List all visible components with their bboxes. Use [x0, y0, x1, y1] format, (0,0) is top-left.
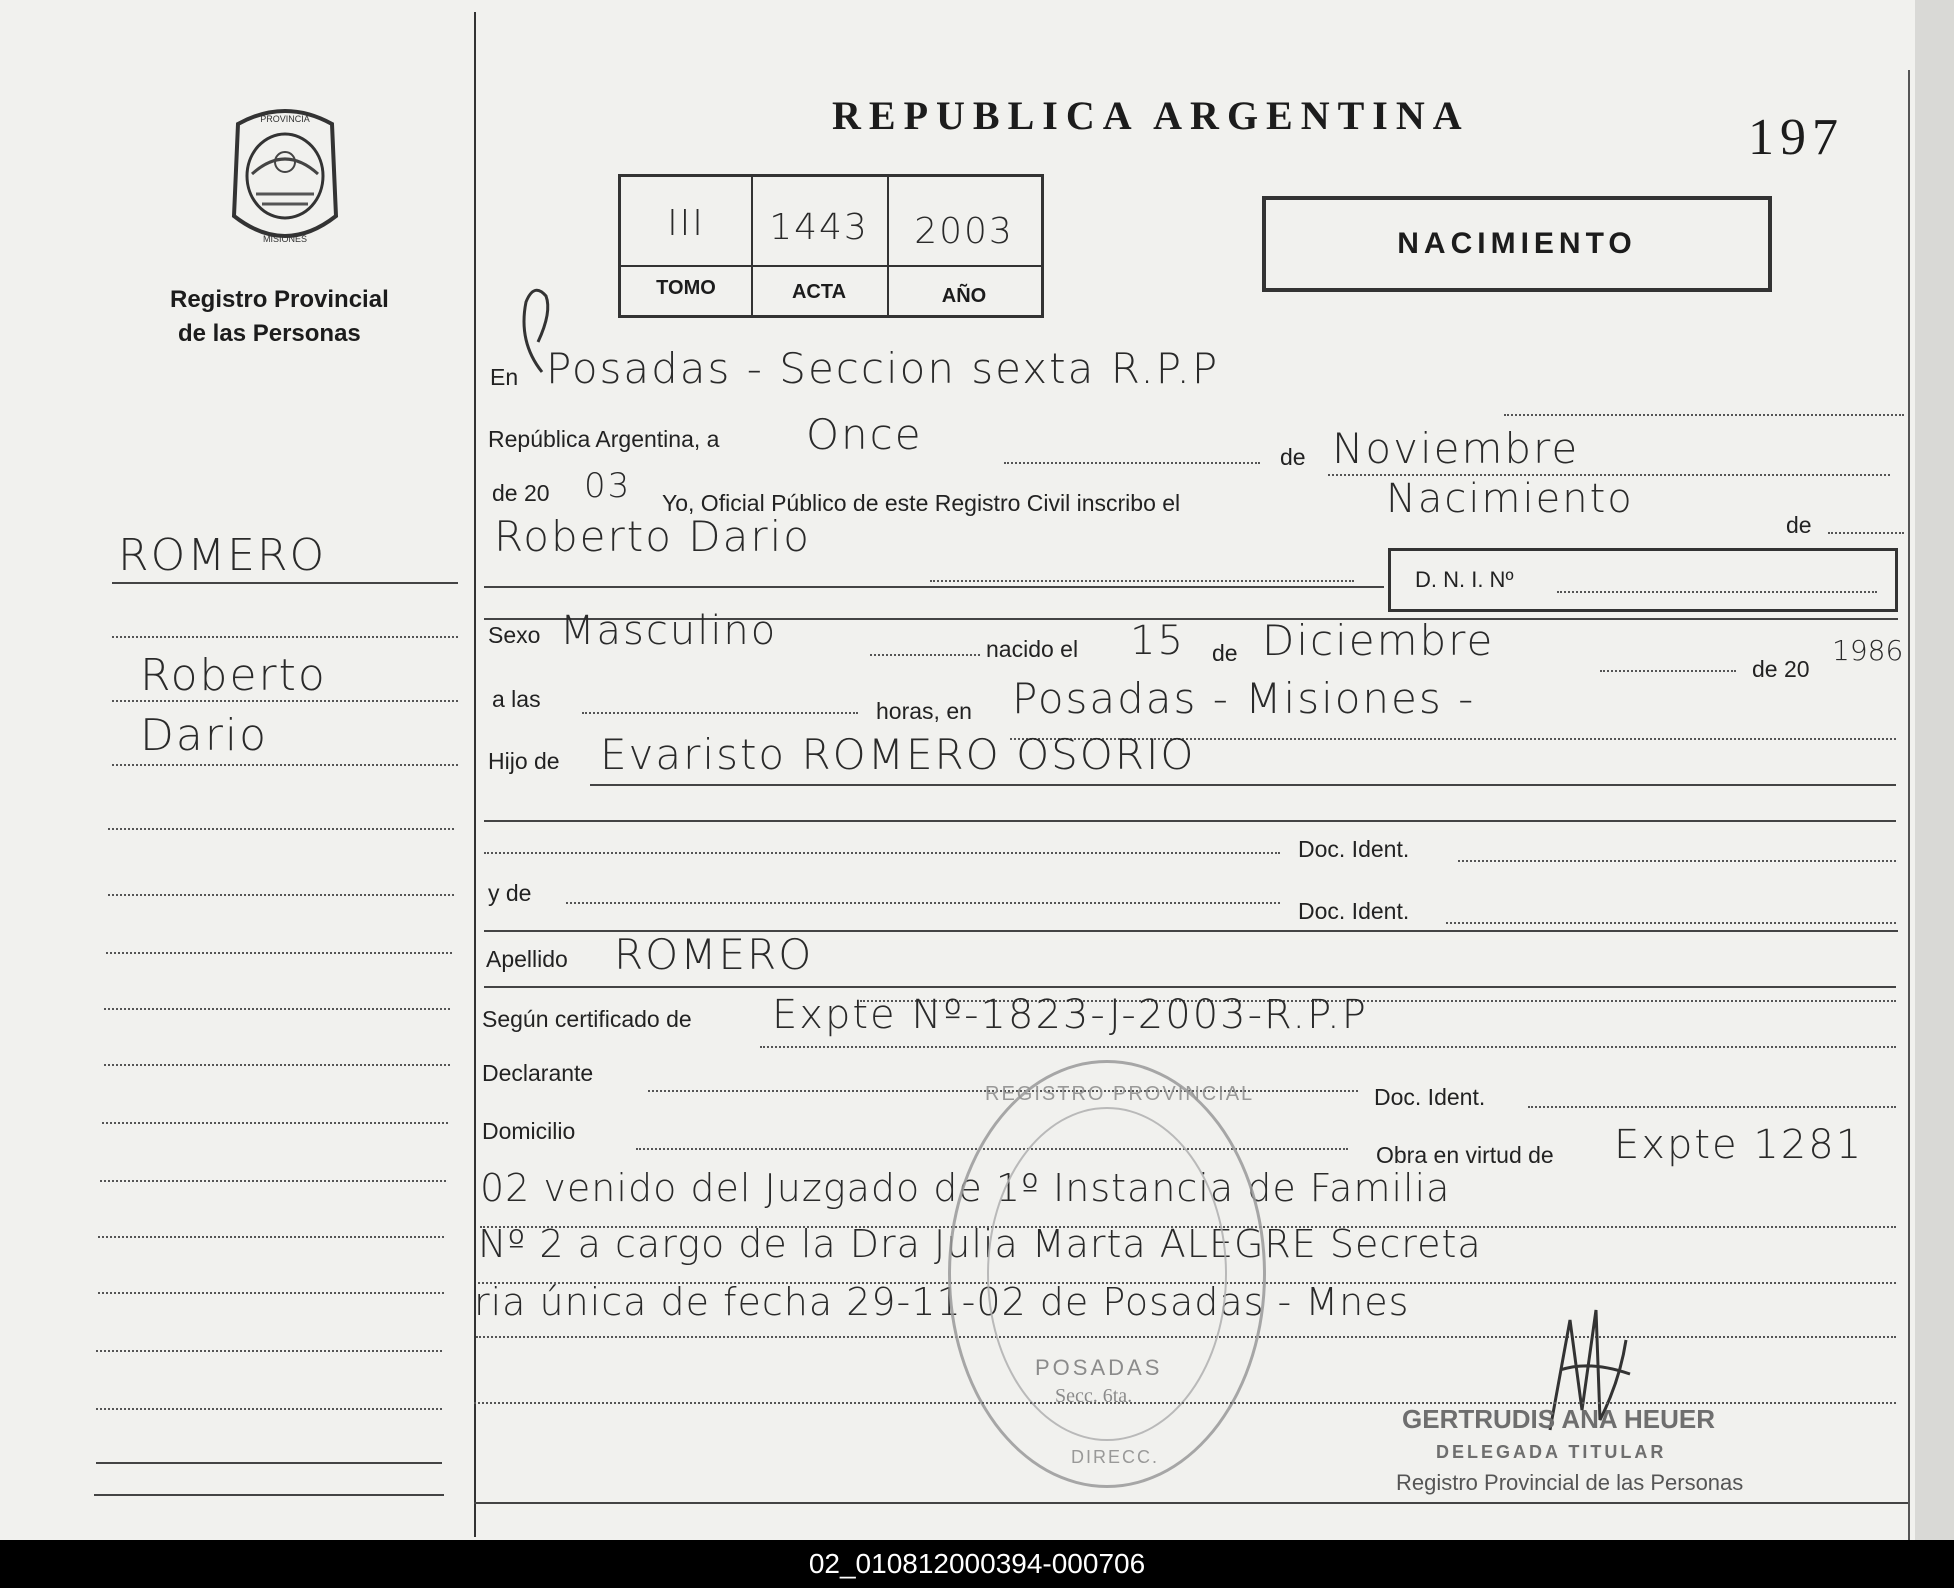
- dni-label: D. N. I. Nº: [1415, 567, 1514, 592]
- stamp-section: Secc. 6ta.: [1055, 1385, 1133, 1407]
- margin-rule-14: [96, 1350, 442, 1352]
- margin-rule-8: [104, 1008, 450, 1010]
- ano-label: AÑO: [941, 285, 987, 307]
- domicilio-label: Domicilio: [482, 1118, 576, 1144]
- en-label: En: [490, 364, 519, 390]
- year-prefix-label: de 20: [492, 480, 550, 506]
- de-label-2: de: [1786, 512, 1812, 538]
- ano-value: 2003: [914, 211, 1014, 252]
- page-number: 197: [1748, 109, 1844, 166]
- province-seal: [218, 104, 352, 254]
- margin-rule-7: [106, 952, 452, 954]
- tomo-label: TOMO: [656, 277, 716, 299]
- remarks-line-2: Nº 2 a cargo de la Dra Julia Marta ALEGRE Secreta: [478, 1222, 1482, 1266]
- margin-rule-6: [108, 894, 454, 896]
- republica-label: República Argentina, a: [488, 426, 720, 452]
- alas-label: a las: [492, 686, 541, 712]
- margin-rule-15: [96, 1408, 442, 1410]
- margin-rule-2: [112, 636, 458, 638]
- de-label-3: de: [1212, 640, 1238, 666]
- father-doc-rule: [484, 852, 1280, 854]
- remarks-line-3: ria única de fecha 29-11-02 de Posadas - Mnes: [474, 1280, 1410, 1324]
- tomo-value: III: [667, 203, 705, 244]
- sexo-label: Sexo: [488, 622, 541, 648]
- official-stamp: [948, 1060, 1266, 1488]
- segun-label: Según certificado de: [482, 1006, 692, 1032]
- margin-rule-12: [98, 1236, 444, 1238]
- acta-value: 1443: [769, 207, 869, 248]
- country-title: REPUBLICA ARGENTINA: [832, 93, 1470, 138]
- obra-value: Expte 1281: [1614, 1122, 1864, 1168]
- margin-given-name-1: Roberto: [140, 650, 327, 701]
- doc-ident-rule-1: [1458, 860, 1896, 862]
- signature-name: GERTRUDIS ANA HEUER: [1402, 1404, 1715, 1434]
- image-code-bar: 02_010812000394-000706: [0, 1540, 1954, 1588]
- record-type-box: NACIMIENTO: [1262, 196, 1772, 292]
- dni-rule: [1557, 591, 1877, 593]
- apellido-rule: [484, 986, 1896, 988]
- margin-given-name-2: Dario: [140, 710, 269, 761]
- obra-label: Obra en virtud de: [1376, 1142, 1554, 1168]
- acta-label: ACTA: [791, 281, 847, 303]
- father-rule: [590, 784, 1896, 786]
- signature-title: DELEGADA TITULAR: [1436, 1442, 1667, 1462]
- de-label-1: de: [1280, 444, 1306, 470]
- stamp-top-text: REGISTRO PROVINCIAL: [985, 1083, 1255, 1105]
- segun-value: Expte Nº-1823-J-2003-R.P.P: [772, 992, 1368, 1038]
- month-value: Noviembre: [1332, 424, 1580, 473]
- margin-surname: ROMERO: [118, 530, 327, 581]
- office-name-line1: Registro Provincial: [170, 286, 389, 313]
- alas-rule: [582, 712, 858, 714]
- margin-rule-1: [112, 582, 458, 584]
- name-rule: [930, 580, 1354, 582]
- en-value: Posadas - Seccion sexta R.P.P: [546, 344, 1220, 393]
- birth-day-value: 15: [1130, 618, 1185, 664]
- birth-month-value: Diciembre: [1262, 616, 1495, 665]
- register-table: [618, 174, 1044, 318]
- day-value: Once: [806, 410, 923, 459]
- dni-box: [1388, 548, 1898, 612]
- remarks-line-1: 02 venido del Juzgado de 1º Instancia de Familia: [480, 1166, 1451, 1210]
- margin-rule-9: [104, 1064, 450, 1066]
- doc-ident-rule-3: [1528, 1106, 1896, 1108]
- margin-rule-5: [108, 828, 454, 830]
- birth-year-prefix-label: de 20: [1752, 656, 1810, 682]
- margin-rule-16: [96, 1462, 442, 1464]
- inscribe-value: Nacimiento: [1386, 476, 1634, 522]
- margin-rule-13: [98, 1292, 444, 1294]
- margin-rule-17: [94, 1494, 444, 1496]
- bottom-rule-dotted: [474, 1402, 1896, 1404]
- horas-label: horas, en: [876, 698, 972, 724]
- margin-rule-3: [112, 700, 458, 702]
- sexo-value: Masculino: [560, 608, 778, 654]
- en-rule: [1504, 414, 1904, 416]
- sexo-rule: [870, 654, 980, 656]
- inscribe-rule: [1828, 532, 1904, 534]
- bottom-rule-solid: [474, 1502, 1908, 1504]
- name-value: Roberto Dario: [494, 512, 811, 561]
- hijo-label: Hijo de: [488, 748, 560, 774]
- yde-label: y de: [488, 880, 532, 906]
- register-table-hline: [621, 265, 1041, 267]
- margin-rule-11: [100, 1180, 446, 1182]
- doc-ident-rule-2: [1446, 922, 1896, 924]
- father-value: Evaristo ROMERO OSORIO: [600, 730, 1196, 779]
- name-solid-rule: [484, 586, 1384, 588]
- margin-rule-10: [102, 1122, 448, 1124]
- place-value: Posadas - Misiones -: [1012, 674, 1476, 723]
- mother-rule: [566, 902, 1280, 904]
- apellido-value: ROMERO: [614, 930, 814, 979]
- doc-ident-label-1: Doc. Ident.: [1298, 836, 1410, 862]
- apellido-label: Apellido: [486, 946, 568, 972]
- father-rule-2: [484, 820, 1896, 822]
- office-name-line2: de las Personas: [178, 320, 361, 347]
- doc-ident-label-3: Doc. Ident.: [1374, 1084, 1486, 1110]
- doc-ident-label-2: Doc. Ident.: [1298, 898, 1410, 924]
- signature-office: Registro Provincial de las Personas: [1396, 1470, 1744, 1495]
- segun-rule: [760, 1046, 1896, 1048]
- seal-top-text: PROVINCIA: [260, 114, 310, 124]
- nacido-label: nacido el: [986, 636, 1079, 662]
- year-value: 03: [584, 466, 632, 506]
- right-edge-line: [1908, 70, 1910, 1540]
- oficial-label: Yo, Oficial Público de este Registro Civil inscribo el: [662, 490, 1181, 516]
- margin-rule-4: [112, 764, 458, 766]
- declarante-label: Declarante: [482, 1060, 594, 1086]
- stamp-city: POSADAS: [1035, 1355, 1163, 1380]
- stamp-bottom-text: DIRECC.: [1071, 1447, 1160, 1467]
- day-rule: [1004, 462, 1260, 464]
- birth-year-value: 1986: [1832, 634, 1904, 667]
- birth-month-rule: [1600, 670, 1736, 672]
- seal-bottom-text: MISIONES: [262, 234, 308, 244]
